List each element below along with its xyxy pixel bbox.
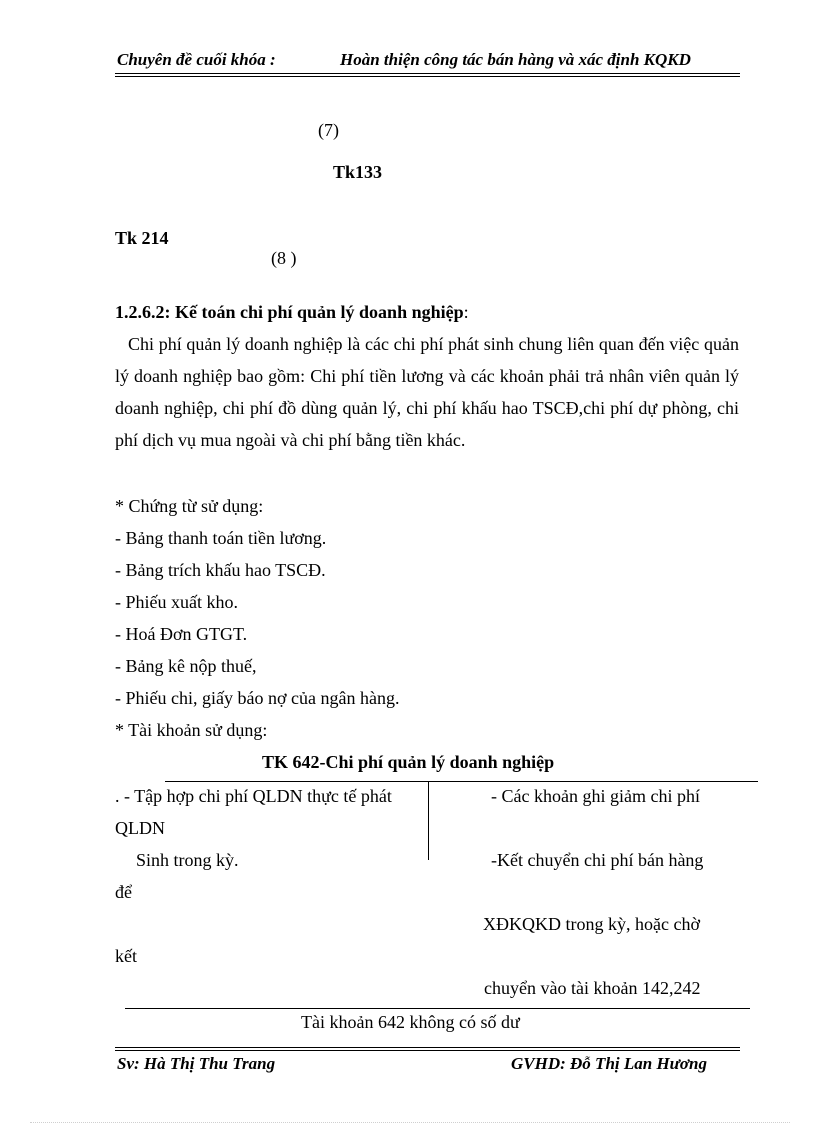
footer-rule-top bbox=[115, 1047, 740, 1048]
document-item: - Bảng kê nộp thuế, bbox=[115, 656, 257, 676]
t-account-credit-line: - Các khoản ghi giảm chi phí bbox=[491, 786, 700, 806]
document-item: - Bảng thanh toán tiền lương. bbox=[115, 528, 327, 548]
t-account-debit-line: Sinh trong kỳ. bbox=[136, 850, 239, 870]
document-item: - Phiếu chi, giấy báo nợ của ngân hàng. bbox=[115, 688, 400, 708]
t-account-bottom-rule bbox=[125, 1008, 750, 1009]
document-item: - Hoá Đơn GTGT. bbox=[115, 624, 248, 644]
section-heading-colon: : bbox=[463, 302, 469, 322]
section-paragraph: Chi phí quản lý doanh nghiệp là các chi phí phát sinh chung liên quan đến việc quản lý doanh nghiệp bao gồm: Chi phí tiền lương và các khoản phải trả nhân viên quản lý doanh nghiệp, chi phí đồ dùng quản lý, chi phí khấu hao TSCĐ,chi phí dự phòng, chi phí dịch vụ mua ngoài và chi phí bằng tiền khác. bbox=[115, 334, 739, 450]
diagram-account-tk133: Tk133 bbox=[333, 162, 383, 182]
section-heading bbox=[115, 302, 469, 323]
header-rule-top bbox=[115, 73, 740, 74]
t-account-credit-line: chuyển vào tài khoản 142,242 bbox=[484, 978, 701, 998]
footer-advisor-name: GVHD: Đỗ Thị Lan Hương bbox=[511, 1054, 707, 1073]
document-item: - Bảng trích khấu hao TSCĐ. bbox=[115, 560, 326, 580]
t-account-title: TK 642-Chi phí quản lý doanh nghiệp bbox=[262, 752, 555, 772]
t-account-debit-line: kết bbox=[115, 946, 137, 966]
t-account-top-rule bbox=[165, 781, 758, 782]
t-account-balance-note: Tài khoản 642 không có số dư bbox=[301, 1012, 520, 1032]
header-rule-bottom bbox=[115, 76, 740, 77]
diagram-account-tk214: Tk 214 bbox=[115, 228, 169, 248]
footer-rule-bottom bbox=[115, 1050, 740, 1051]
t-account-credit-line: XĐKQKD trong kỳ, hoặc chờ bbox=[483, 914, 700, 934]
footer-student-name: Sv: Hà Thị Thu Trang bbox=[117, 1054, 276, 1073]
diagram-label-8: (8 ) bbox=[271, 248, 297, 268]
t-account-debit-line: . - Tập hợp chi phí QLDN thực tế phát bbox=[115, 786, 392, 806]
t-account-debit-line: để bbox=[115, 882, 132, 902]
document-item: - Phiếu xuất kho. bbox=[115, 592, 238, 612]
t-account-divider bbox=[428, 781, 429, 860]
header-course-label: Chuyên đề cuối khóa : bbox=[117, 50, 276, 69]
accounts-title: * Tài khoản sử dụng: bbox=[115, 720, 268, 740]
t-account-credit-line: -Kết chuyển chi phí bán hàng bbox=[491, 850, 704, 870]
diagram-label-7: (7) bbox=[318, 120, 339, 140]
header-topic-title: Hoàn thiện công tác bán hàng và xác định KQKD bbox=[340, 50, 691, 69]
section-heading-text: 1.2.6.2: Kế toán chi phí quản lý doanh nghiệp bbox=[115, 302, 464, 322]
documents-title: * Chứng từ sử dụng: bbox=[115, 496, 264, 516]
t-account-debit-line: QLDN bbox=[115, 818, 165, 838]
